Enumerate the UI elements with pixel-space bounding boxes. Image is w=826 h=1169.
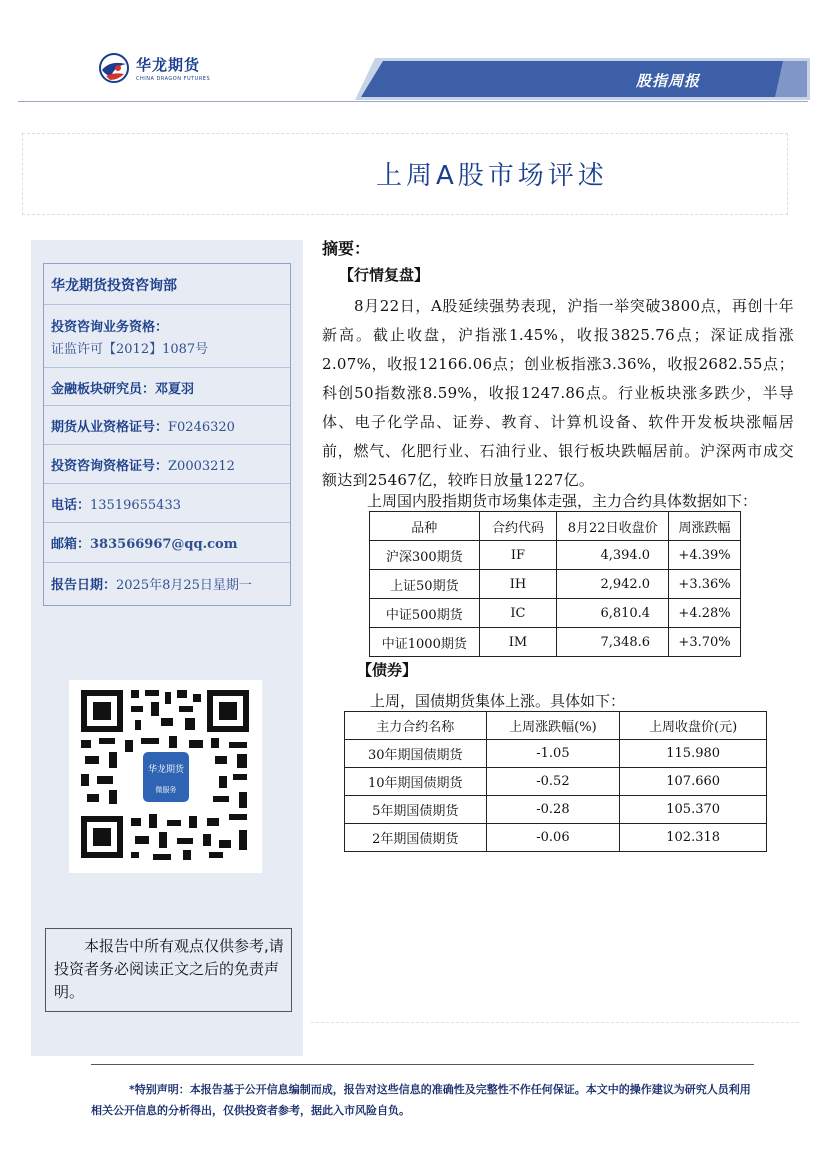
researcher-label: 金融板块研究员：邓夏羽 — [51, 382, 195, 397]
qr-badge-text: 华龙期货 — [147, 765, 185, 775]
cell-close: 105.370 — [620, 796, 767, 824]
disclaimer-notice: 本报告中所有观点仅供参考,请投资者务必阅读正文之后的免责声明。 — [45, 928, 292, 1012]
header-weekly-change: 周涨跌幅 — [669, 512, 741, 541]
content-divider — [311, 1022, 799, 1023]
header-variety: 品种 — [370, 512, 480, 541]
cell-variety: 上证50期货 — [370, 570, 480, 599]
page-title: 上周A股市场评述 — [376, 161, 608, 191]
header-contract-code: 合约代码 — [479, 512, 557, 541]
cell-close: 2,942.0 — [557, 570, 669, 599]
cell-close: 115.980 — [620, 740, 767, 768]
cell-change: -0.52 — [486, 768, 620, 796]
table-row — [370, 628, 741, 657]
cell-contract: 10年期国债期货 — [345, 768, 487, 796]
report-date-label: 报告日期： — [51, 578, 117, 593]
table-header-row — [370, 512, 741, 541]
table-row — [345, 740, 767, 768]
cell-change: -0.28 — [486, 796, 620, 824]
phone-value: 13519655433 — [90, 498, 181, 513]
bond-table-intro: 上周，国债期货集体上涨。具体如下： — [370, 692, 626, 710]
footer-divider — [91, 1064, 754, 1065]
analyst-info-box — [43, 263, 291, 606]
company-logo — [98, 52, 238, 92]
department-row — [44, 264, 290, 305]
header-weekly-close: 上周收盘价(元) — [620, 712, 767, 740]
brand-name: 华龙期货 — [136, 56, 201, 74]
header-contract-name: 主力合约名称 — [345, 712, 487, 740]
cell-change: -0.06 — [486, 824, 620, 852]
cell-change: +4.28% — [669, 599, 741, 628]
cell-code: IH — [479, 570, 557, 599]
cell-code: IC — [479, 599, 557, 628]
email-value[interactable]: 383566967@qq.com — [90, 537, 238, 552]
cell-close: 102.318 — [620, 824, 767, 852]
report-date-value: 2025年8月25日星期一 — [116, 578, 252, 593]
stock-index-futures-table — [369, 511, 741, 657]
brand-name-en: CHINA DRAGON FUTURES — [136, 76, 211, 82]
qualification-value: 证监许可【2012】1087号 — [51, 342, 209, 357]
table-row — [345, 824, 767, 852]
market-review-text: 8月22日，A股延续强势表现，沪指一举突破3800点，再创十年新高。截止收盘，沪指涨1.45%，收报3825.76点；深证成指涨2.07%，收报12166.06点；创业板指涨3.36%，收报2682.55点；科创50指数涨8.59%，收报1247.86点。行业板块涨多跌少，半导体、电子化学品、证券、教育、计算机设备、软件开发板块涨幅居前，燃气、化肥行业、石油行业、银行板块跌幅居前。沪深两市成交额达到25467亿，较昨日放量1227亿。 — [322, 297, 794, 489]
cell-change: -1.05 — [486, 740, 620, 768]
cell-code: IM — [479, 628, 557, 657]
cell-close: 107.660 — [620, 768, 767, 796]
qr-code-icon — [69, 680, 262, 873]
cell-change: +3.36% — [669, 570, 741, 599]
cell-contract: 2年期国债期货 — [345, 824, 487, 852]
bond-heading: 【债券】 — [357, 661, 418, 679]
table-row — [345, 768, 767, 796]
cell-change: +4.39% — [669, 541, 741, 570]
qualification-row — [44, 305, 290, 368]
phone-label: 电话： — [51, 498, 91, 513]
cell-close: 6,810.4 — [557, 599, 669, 628]
cell-contract: 5年期国债期货 — [345, 796, 487, 824]
cell-close: 4,394.0 — [557, 541, 669, 570]
phone-row — [44, 484, 290, 523]
qr-code[interactable] — [69, 680, 262, 873]
qr-badge-sub: 微服务 — [155, 786, 177, 794]
table-header-row — [345, 712, 767, 740]
email-label: 邮箱： — [51, 537, 91, 552]
table-row — [370, 570, 741, 599]
consult-cert-label: 投资咨询资格证号： — [51, 459, 169, 474]
report-date-row — [44, 563, 290, 605]
table-row — [370, 599, 741, 628]
consult-cert-value: Z0003212 — [168, 459, 235, 474]
cell-close: 7,348.6 — [557, 628, 669, 657]
futures-table-intro: 上周国内股指期货市场集体走强，主力合约具体数据如下： — [367, 492, 758, 510]
cell-variety: 沪深300期货 — [370, 541, 480, 570]
consult-cert-row — [44, 445, 290, 484]
report-type: 股指周报 — [636, 72, 701, 90]
cell-variety: 中证500期货 — [370, 599, 480, 628]
futures-cert-value: F0246320 — [168, 420, 235, 435]
header-weekly-change: 上周涨跌幅(%) — [486, 712, 620, 740]
table-row — [370, 541, 741, 570]
email-row — [44, 523, 290, 563]
futures-cert-label: 期货从业资格证号： — [51, 420, 169, 435]
market-review-heading: 【行情复盘】 — [339, 266, 430, 284]
cell-variety: 中证1000期货 — [370, 628, 480, 657]
header-close-price: 8月22日收盘价 — [557, 512, 669, 541]
cell-code: IF — [479, 541, 557, 570]
table-row — [345, 796, 767, 824]
futures-cert-row — [44, 406, 290, 445]
report-type-banner — [355, 58, 810, 100]
researcher-row — [44, 368, 290, 406]
qualification-label: 投资咨询业务资格： — [51, 320, 169, 335]
special-disclaimer: *特别声明：本报告基于公开信息编制而成，报告对这些信息的准确性及完整性不作任何保证。本文中的操作建议为研究人员利用相关公开信息的分析得出，仅供投资者参考，据此入市风险自负。 — [91, 1083, 751, 1117]
dragon-logo-icon — [98, 52, 130, 84]
department-name: 华龙期货投资咨询部 — [51, 278, 177, 294]
cell-contract: 30年期国债期货 — [345, 740, 487, 768]
treasury-futures-table — [344, 711, 767, 852]
cell-change: +3.70% — [669, 628, 741, 657]
header-divider — [18, 101, 808, 102]
abstract-heading: 摘要： — [322, 239, 371, 258]
